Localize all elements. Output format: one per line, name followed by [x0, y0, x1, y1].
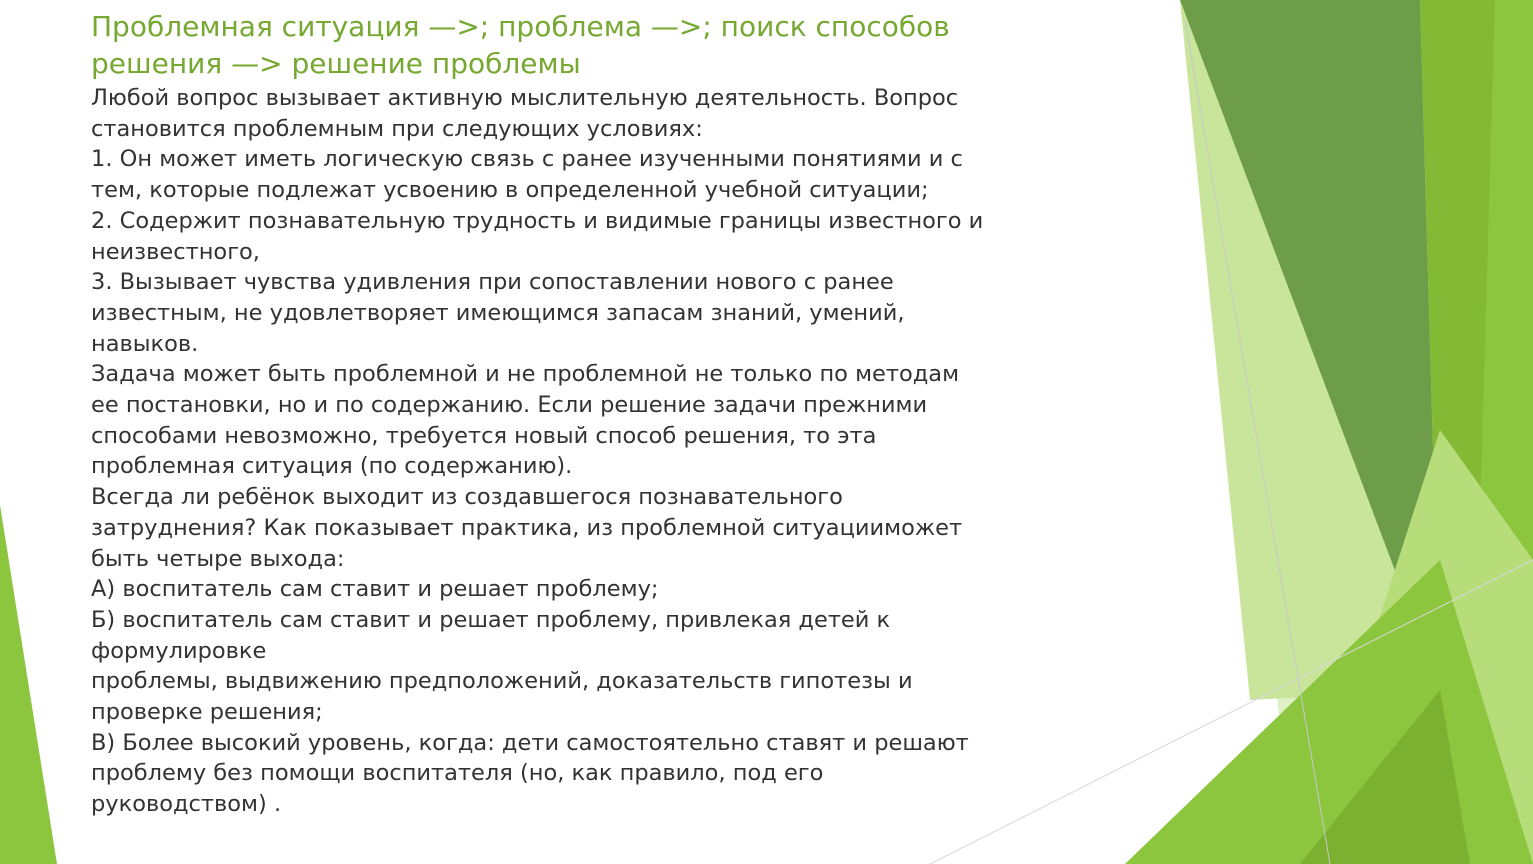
body-line: 2. Содержит познавательную трудность и видимые границы известного и [91, 207, 984, 234]
body-line: Задача может быть проблемной и не проблемной не только по методам [91, 361, 960, 388]
body-line: формулировке [91, 637, 267, 664]
body-line: руководством) . [91, 791, 282, 818]
body-line: проверке решения; [91, 699, 323, 726]
body-line: ее постановки, но и по содержанию. Если решение задачи прежними [91, 392, 928, 419]
body-line: А) воспитатель сам ставит и решает проблему; [91, 576, 659, 603]
body-line: навыков. [91, 330, 199, 357]
body-line: 3. Вызывает чувства удивления при сопоставлении нового с ранее [91, 269, 894, 296]
left-green-facet [0, 505, 57, 864]
body-line: В) Более высокий уровень, когда: дети самостоятельно ставят и решают [91, 729, 969, 756]
title-line: решения —> решение проблемы [91, 47, 581, 80]
body-line: становится проблемным при следующих условиях: [91, 115, 703, 142]
title-line: Проблемная ситуация —>; проблема —>; поиск способов [91, 10, 950, 43]
body-line: затруднения? Как показывает практика, из проблемной ситуацииможет [91, 514, 963, 541]
body-line: неизвестного, [91, 238, 260, 265]
slide-body-text [91, 83, 991, 820]
slide-title [91, 8, 991, 82]
body-line: Всегда ли ребёнок выходит из создавшегося познавательного [91, 484, 843, 511]
body-line: 1. Он может иметь логическую связь с ранее изученными понятиями и с [91, 146, 963, 173]
body-line: быть четыре выхода: [91, 545, 345, 572]
body-line: тем, которые подлежат усвоению в определенной учебной ситуации; [91, 177, 929, 204]
body-line: проблемная ситуация (по содержанию). [91, 453, 573, 480]
body-line: способами невозможно, требуется новый способ решения, то эта [91, 422, 877, 449]
body-line: Б) воспитатель сам ставит и решает проблему, привлекая детей к [91, 606, 891, 633]
body-line: проблемы, выдвижению предположений, доказательств гипотезы и [91, 668, 913, 695]
body-line: известным, не удовлетворяет имеющимся запасам знаний, умений, [91, 299, 905, 326]
body-line: проблему без помощи воспитателя (но, как правило, под его [91, 760, 824, 787]
body-line: Любой вопрос вызывает активную мыслительную деятельность. Вопрос [91, 85, 959, 111]
